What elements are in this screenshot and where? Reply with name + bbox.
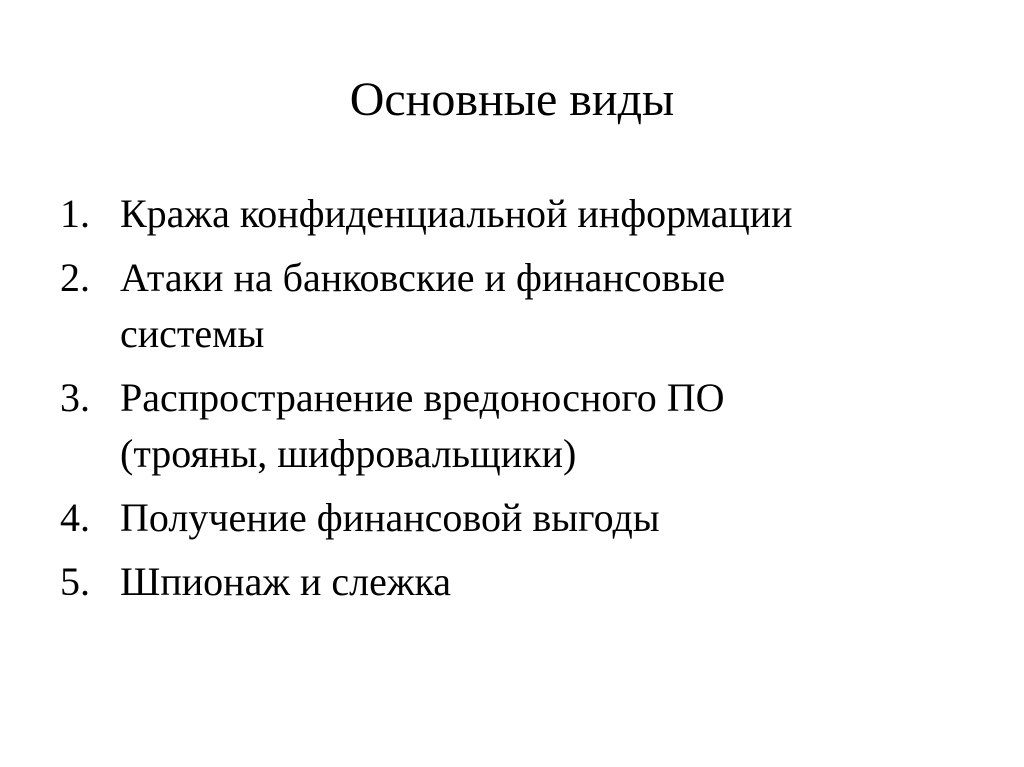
- slide-title: Основные виды: [349, 73, 675, 126]
- list-item-number: 5.: [60, 559, 90, 604]
- list-item-text: Атаки на банковские и финансовые системы: [120, 255, 726, 356]
- list-item-number: 4.: [60, 495, 90, 540]
- list-item-text: Получение финансовой выгоды: [120, 495, 660, 540]
- numbered-list: [60, 186, 960, 618]
- list-item: [60, 370, 960, 482]
- list-item-number: 2.: [60, 255, 90, 300]
- list-item: [60, 490, 960, 546]
- list-item-text: Шпионаж и слежка: [120, 559, 452, 604]
- list-item-text: Распространение вредоносного ПО (трояны, шифровальщики): [120, 375, 725, 476]
- list-item: [60, 250, 960, 362]
- list-item: [60, 186, 960, 242]
- list-item: [60, 554, 960, 610]
- list-item-text: Кража конфиденциальной информации: [120, 191, 793, 236]
- list-item-number: 3.: [60, 375, 90, 420]
- list-item-number: 1.: [60, 191, 90, 236]
